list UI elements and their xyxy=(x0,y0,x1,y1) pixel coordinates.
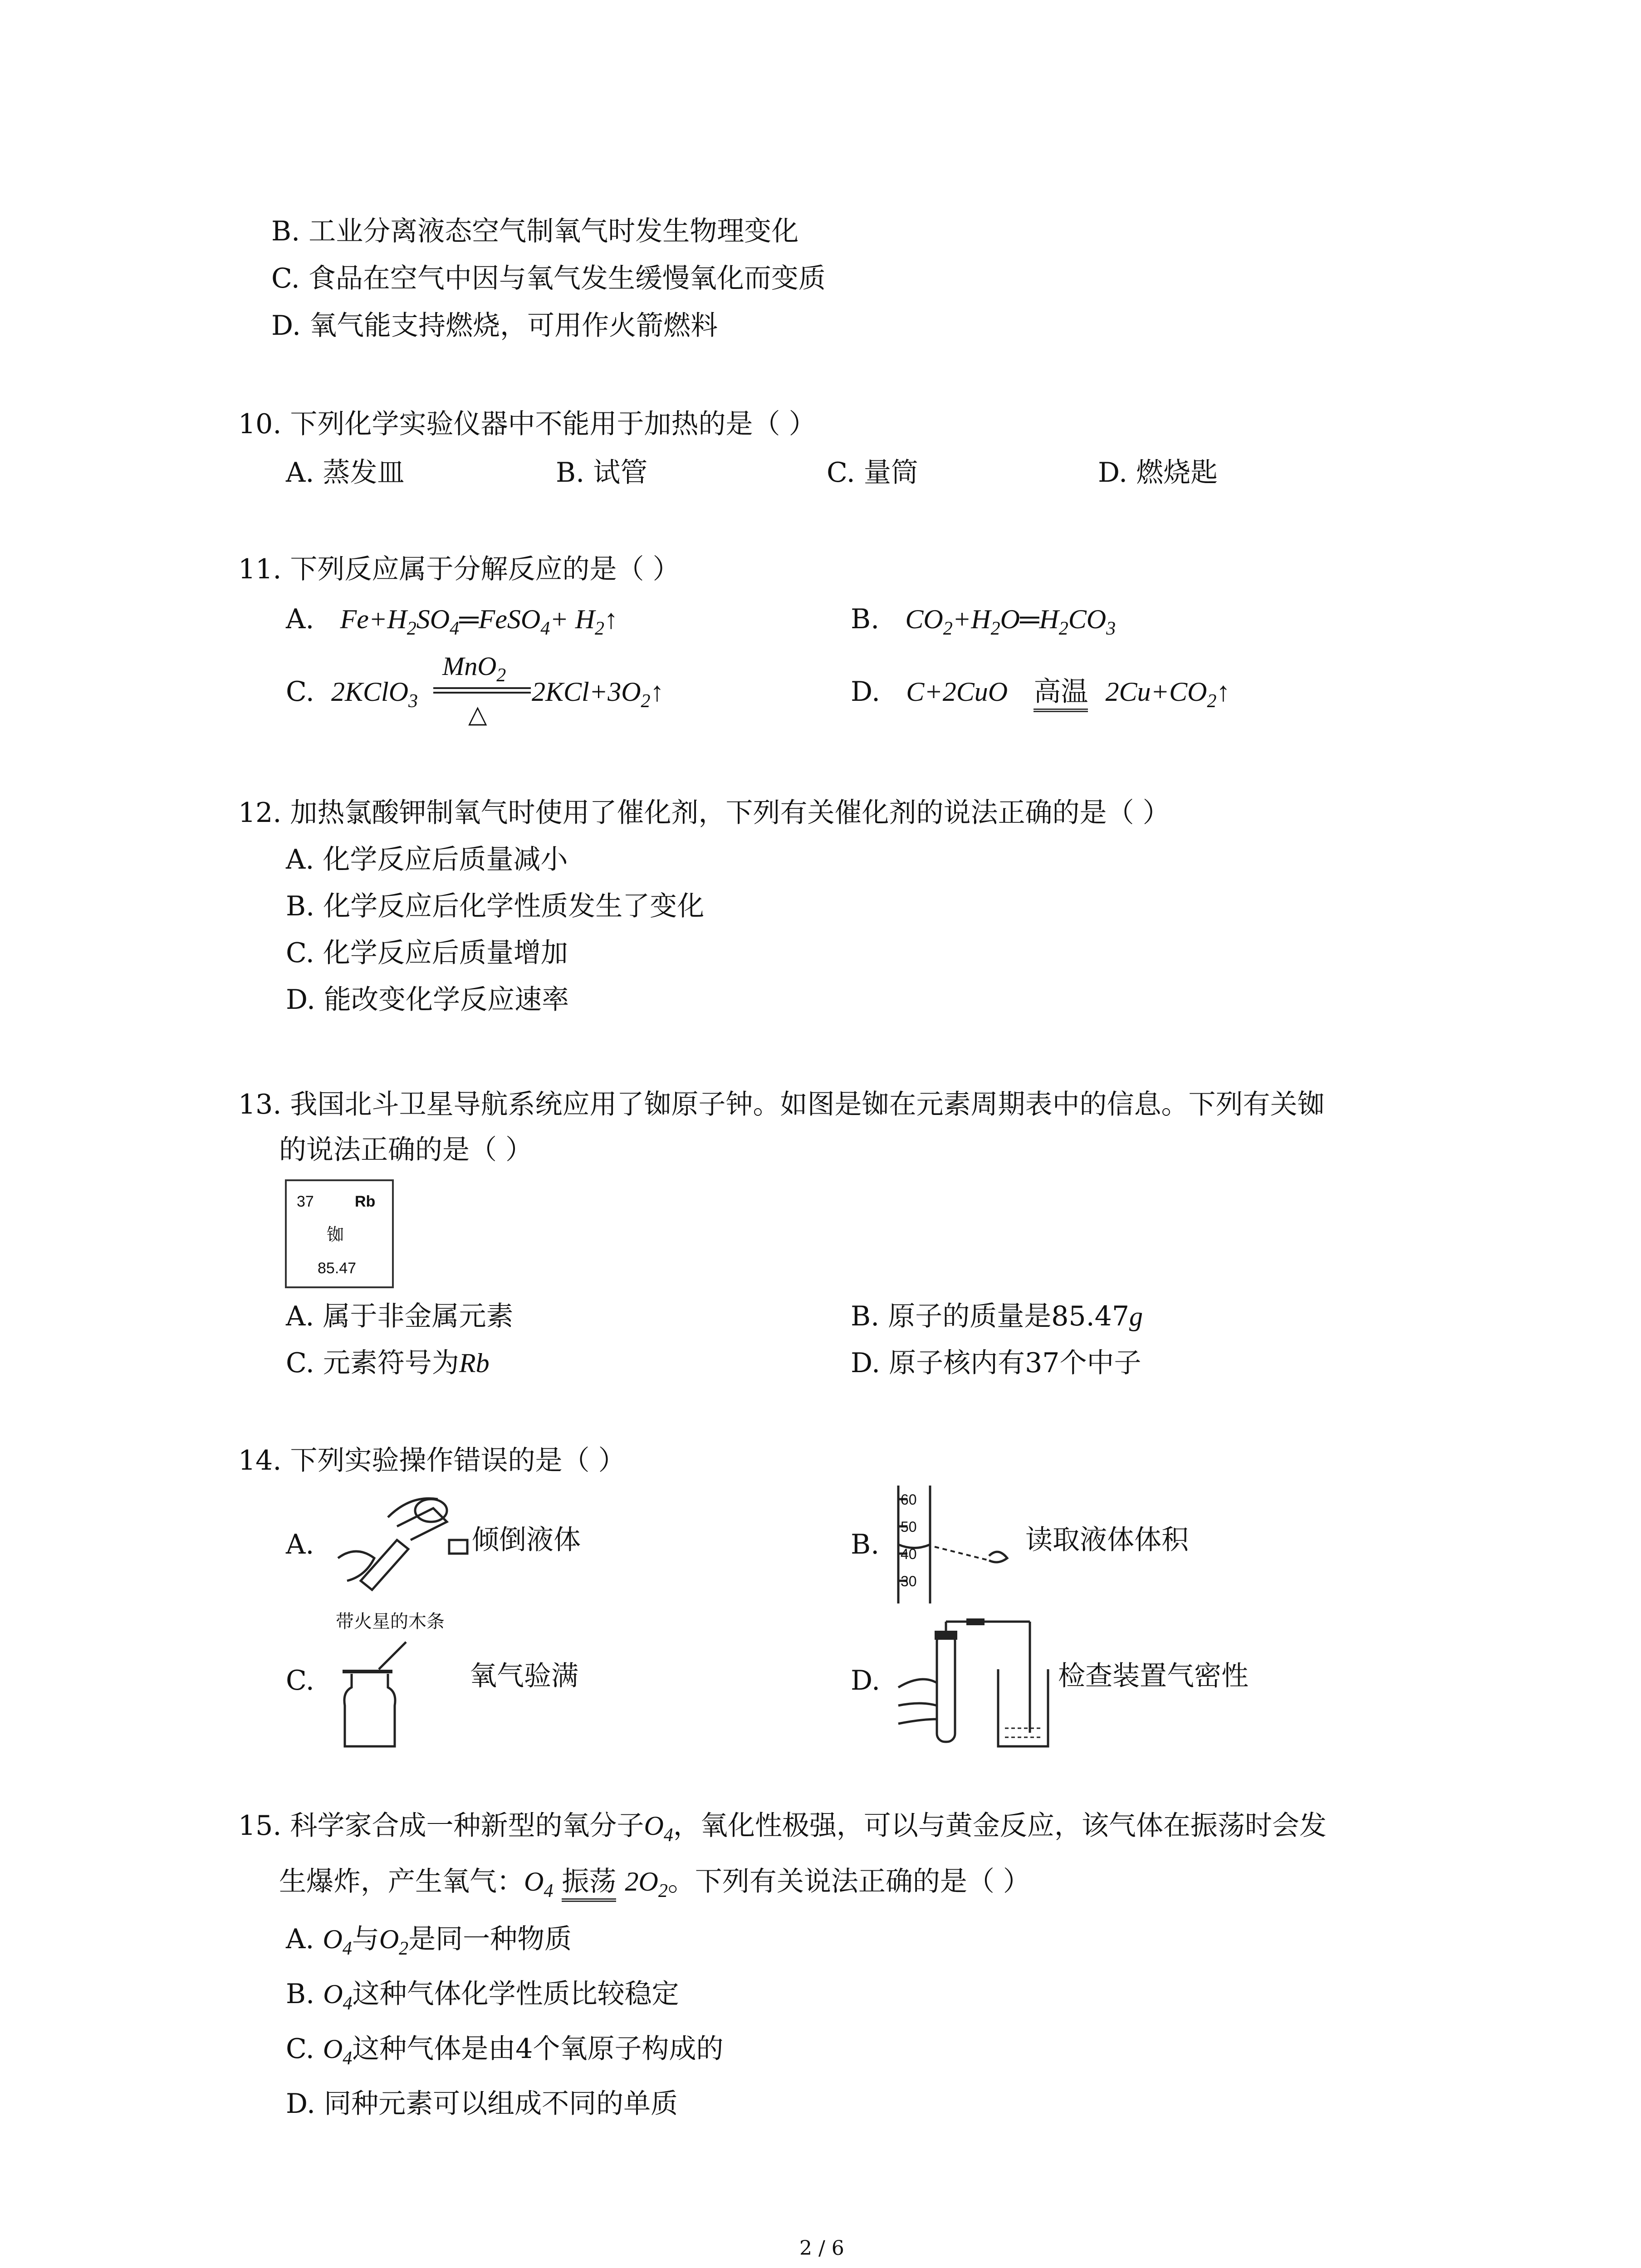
q14-d-text: 检查装置气密性 xyxy=(1058,1660,1249,1692)
q14-b-text: 读取液体体积 xyxy=(1025,1524,1189,1556)
tick-40: 40 xyxy=(901,1546,917,1562)
q15-condition: 振荡 xyxy=(562,1866,616,1902)
tick-30: 30 xyxy=(901,1573,917,1589)
q11-option-a xyxy=(286,603,618,639)
q13-stem-line1: 13. 我国北斗卫星导航系统应用了铷原子钟。如图是铷在元素周期表中的信息。下列有关铷 xyxy=(238,1089,1325,1120)
q10-option-c: C. 量筒 xyxy=(827,457,918,489)
q10-stem: 10. 下列化学实验仪器中不能用于加热的是（ ） xyxy=(238,408,816,440)
q14-a-label: A. xyxy=(286,1529,314,1560)
rubidium-element-tile xyxy=(285,1179,394,1288)
q11-a-label: A. xyxy=(286,603,314,635)
q14-b-label: B. xyxy=(851,1529,880,1560)
q14-c-text: 氧气验满 xyxy=(470,1660,578,1692)
q11-c-catalyst: MnO$_2$ xyxy=(442,651,506,686)
q11-a-equation: $Fe+H_2SO_4═FeSO_4+$ $H_2↑$ xyxy=(340,604,618,639)
q12-option-c: C. 化学反应后质量增加 xyxy=(286,937,568,969)
q11-c-reaction-bar xyxy=(433,687,531,694)
q11-c-reactant: 2KClO$_3$ xyxy=(331,677,418,712)
q14-stem: 14. 下列实验操作错误的是（ ） xyxy=(238,1445,626,1476)
q11-c-heat-symbol: △ xyxy=(468,700,487,728)
q14-c-caption: 带火星的木条 xyxy=(336,1612,445,1632)
q13-option-d: D. 原子核内有37个中子 xyxy=(851,1347,1141,1379)
q11-option-b xyxy=(851,603,1116,639)
q14-d-label: D. xyxy=(851,1665,881,1696)
q9-option-b: B. 工业分离液态空气制氧气时发生物理变化 xyxy=(271,215,799,247)
q10-option-b: B. 试管 xyxy=(556,457,648,489)
q13-stem-line2: 的说法正确的是（ ） xyxy=(279,1134,533,1166)
tick-60: 60 xyxy=(901,1491,917,1508)
q11-d-products: $2Cu+CO_2↑$ xyxy=(1105,677,1230,712)
q15-stem-line2: 生爆炸，产生氧气：$O_4$ 振荡 $2O_2$。下列有关说法正确的是（ ） xyxy=(279,1866,1030,1901)
tile-symbol: Rb xyxy=(355,1193,376,1210)
q12-option-d: D. 能改变化学反应速率 xyxy=(286,984,569,1016)
q13-option-b: B. 原子的质量是85.47g xyxy=(851,1300,1143,1332)
q15-option-c: C. $O_4$这种气体是由4个氧原子构成的 xyxy=(286,2033,724,2069)
q11-d-label: D. xyxy=(851,676,881,708)
q15-option-a: A. $O_4$与$O_2$是同一种物质 xyxy=(286,1923,572,1959)
pouring-liquid-illustration xyxy=(333,1490,470,1599)
q11-d-condition: 高温 xyxy=(1034,676,1088,712)
tile-atomic-number: 37 xyxy=(297,1193,314,1210)
q13-option-a: A. 属于非金属元素 xyxy=(286,1300,514,1332)
q11-option-d xyxy=(851,678,1230,711)
page-number: 2 / 6 xyxy=(799,2237,844,2260)
gas-jar-illustration xyxy=(338,1637,429,1751)
tile-atomic-mass: 85.47 xyxy=(318,1260,357,1277)
q14-a-text: 倾倒液体 xyxy=(472,1524,581,1556)
q14-c-label: C. xyxy=(286,1665,314,1696)
q12-option-b: B. 化学反应后化学性质发生了变化 xyxy=(286,890,705,922)
q15-option-d: D. 同种元素可以组成不同的单质 xyxy=(286,2088,678,2120)
airtightness-check-illustration xyxy=(894,1615,1057,1751)
q11-c-label: C. xyxy=(286,676,314,708)
q11-b-equation: $CO_2+H_2O═H_2CO_3$ xyxy=(905,604,1116,639)
q12-stem: 12. 加热氯酸钾制氧气时使用了催化剂，下列有关催化剂的说法正确的是（ ） xyxy=(238,797,1170,829)
tile-element-name: 铷 xyxy=(327,1226,344,1245)
q10-option-a: A. 蒸发皿 xyxy=(286,457,405,489)
q15-option-b: B. $O_4$这种气体化学性质比较稳定 xyxy=(286,1978,679,2014)
q11-c-products: $2KCl+3O_2↑$ xyxy=(532,677,664,712)
q15-stem-line1: 15. 科学家合成一种新型的氧分子$O_4$，氧化性极强，可以与黄金反应，该气体在振荡时会发 xyxy=(238,1810,1327,1846)
q9-option-c: C. 食品在空气中因与氧气发生缓慢氧化而变质 xyxy=(271,263,826,294)
q11-stem: 11. 下列反应属于分解反应的是（ ） xyxy=(238,553,680,585)
tick-50: 50 xyxy=(901,1519,917,1535)
q11-b-label: B. xyxy=(851,603,880,635)
q9-option-d: D. 氧气能支持燃烧，可用作火箭燃料 xyxy=(271,310,718,342)
q10-option-d: D. 燃烧匙 xyxy=(1098,457,1218,489)
q12-option-a: A. 化学反应后质量减小 xyxy=(286,844,568,875)
q13-option-c: C. 元素符号为Rb xyxy=(286,1347,490,1379)
q11-d-reactants: C+2CuO xyxy=(906,677,1008,707)
